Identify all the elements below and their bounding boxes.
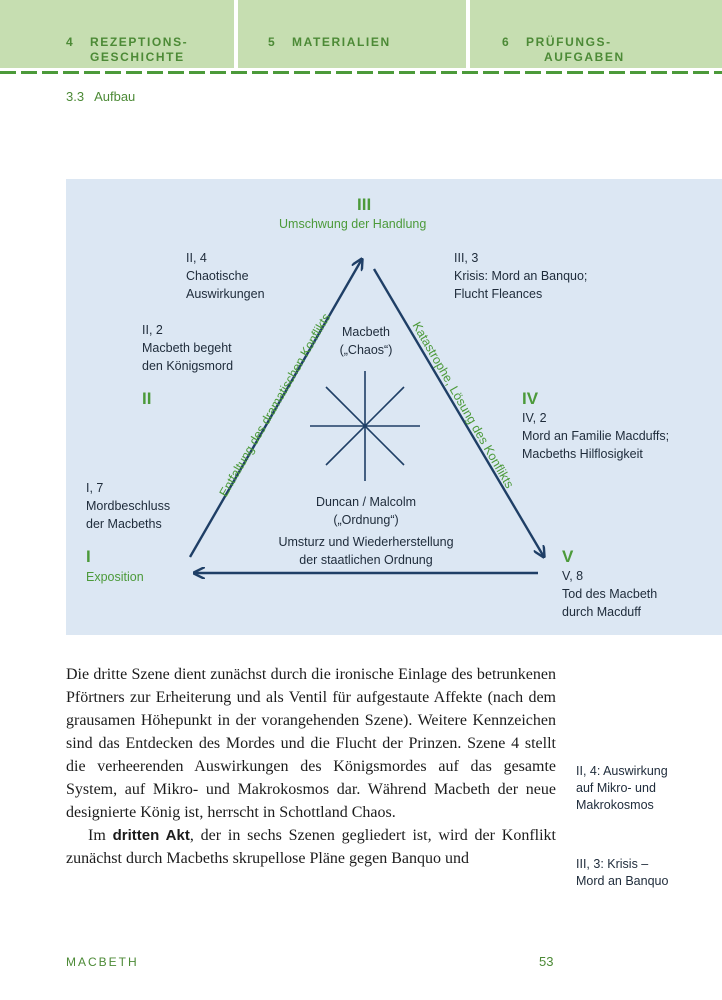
- section-number: 3.3: [66, 89, 85, 104]
- footer-title: MACBETH: [66, 955, 139, 969]
- tab-materialien[interactable]: [238, 0, 466, 68]
- tab-number: 5: [268, 35, 277, 49]
- page-number: 53: [539, 954, 554, 969]
- scene-2-4: II, 4 Chaotische Auswirkungen: [186, 251, 265, 301]
- tab-label: PRÜFUNGS- AUFGABEN: [526, 35, 625, 64]
- base-label: Umsturz und Wiederherstellung der staatlichen Ordnung: [278, 535, 454, 567]
- inner-chaos-label: Macbeth („Chaos“): [339, 325, 393, 357]
- act-1-label: Exposition: [86, 570, 144, 584]
- section-heading: [66, 89, 135, 104]
- tab-number: 4: [66, 35, 75, 49]
- act-4-numeral: IV: [522, 389, 539, 408]
- chaos-star-icon: [310, 371, 420, 481]
- act-5-numeral: V: [562, 547, 574, 566]
- tab-label: MATERIALIEN: [292, 35, 391, 49]
- act-3-numeral: III: [357, 195, 372, 214]
- body-text: [66, 663, 556, 870]
- tab-pruefungsaufgaben[interactable]: [470, 0, 722, 68]
- scene-1-7: I, 7 Mordbeschluss der Macbeths: [86, 481, 171, 531]
- tab-label: REZEPTIONS- GESCHICHTE: [90, 35, 189, 64]
- tab-rezeptionsgeschichte[interactable]: [0, 0, 234, 68]
- act-1-numeral: I: [86, 547, 91, 566]
- act-3-label: Umschwung der Handlung: [279, 217, 427, 231]
- section-title: Aufbau: [94, 89, 136, 104]
- margin-note-3-3: III, 3: Krisis – Mord an Banquo: [576, 857, 669, 888]
- scene-5-8: V, 8 Tod des Macbeth durch Macduff: [562, 569, 658, 619]
- tab-number: 6: [502, 35, 511, 49]
- act-2-numeral: II: [142, 389, 152, 408]
- dashed-divider: [0, 71, 722, 74]
- margin-note-2-4: II, 4: Auswirkung auf Mikro- und Makrokosmos: [576, 764, 668, 812]
- right-side-label: Katastrophe, Lösung des Konflikts: [409, 319, 517, 491]
- scene-3-3: III, 3 Krisis: Mord an Banquo; Flucht Fleances: [454, 251, 588, 301]
- paragraph-2: Im dritten Akt, der in sechs Szenen gegliedert ist, wird der Konflikt zunächst durch Macbeths skrupellose Pläne gegen Banquo und: [66, 827, 556, 867]
- inner-order-label: Duncan / Malcolm („Ordnung“): [315, 495, 417, 527]
- chapter-tab-bar: [0, 0, 722, 68]
- dramatic-structure-diagram: [66, 179, 722, 635]
- scene-2-2: II, 2 Macbeth begeht den Königsmord: [142, 323, 234, 373]
- paragraph-1: Die dritte Szene dient zunächst durch die ironische Einlage des betrunkenen Pförtners zur Erheiterung und als Ventil für aufgestaute Affekte (nach dem grausamen Höhepunkt in der vorangehenden Szene). Weitere Kennzeichen sind das Entdecken des Mordes und die Flucht der Prinzen. Szene 4 stellt die verheerenden Auswirkungen des Königsmordes auf das gesamte System, auf Mikro- und Makrokosmos dar. Während Macbeth der neue designierte König ist, herrscht in Schottland Chaos.: [66, 666, 556, 821]
- bold-term: dritten Akt: [112, 827, 190, 844]
- scene-4-2: IV, 2 Mord an Familie Macduffs; Macbeths Hilflosigkeit: [522, 411, 670, 461]
- left-side-label: Entfaltung des dramatischen Konflikts: [216, 310, 334, 500]
